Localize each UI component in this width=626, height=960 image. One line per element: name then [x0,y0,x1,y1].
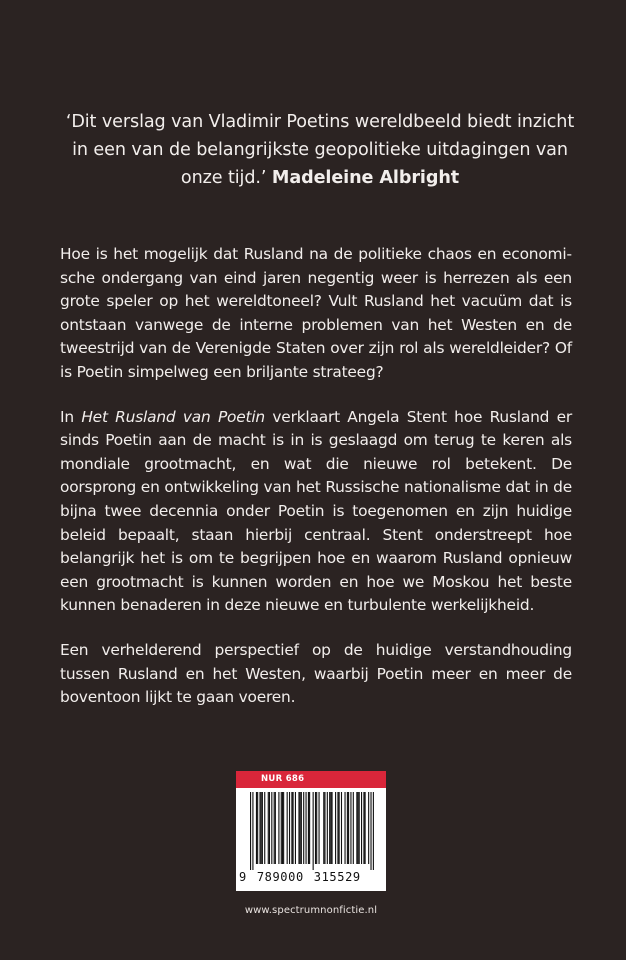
barcode-bar [264,792,265,864]
barcode-bar [323,792,324,864]
blurb-paragraph-2 [60,406,572,618]
blurb-paragraph-3: Een verhelderend perspectief op de huidige verstandhouding tussen Rusland en het Westen, waarbij Poetin meer en meer de boventoon lijkt te gaan voeren. [60,640,572,707]
barcode-bar [283,792,284,864]
barcode-bar [261,792,262,864]
barcode-bar [339,792,340,864]
barcode-bar [303,792,304,864]
isbn-right-group: 315529 [313,870,361,884]
barcode-bar [298,792,299,864]
barcode-bar [287,792,288,864]
barcode-bar [315,792,316,864]
barcode-bar [344,792,345,864]
barcode-bar [356,792,357,864]
barcode-bar [324,792,325,864]
quote-text: ‘Dit verslag van Vladimir Poetins wereldbeeld biedt inzicht in een van de belangrijkste geopolitieke uitdagingen van onze tijd.’ [65,112,575,188]
barcode-bar [256,792,257,864]
barcode-bar [357,792,358,864]
barcode-bar [257,792,258,864]
barcode-bar [275,792,276,864]
barcode-bar [274,792,275,864]
barcode-bars [250,792,374,870]
barcode-bar [365,792,366,864]
barcode-bar [282,792,283,864]
barcode-bar [368,792,369,864]
barcode-bar [350,792,351,864]
barcode-bar [316,792,317,864]
barcode-bar [353,792,354,864]
barcode-bar [319,792,320,864]
barcode-bar [327,792,328,864]
barcode-bar [313,792,314,870]
book-title: Het Rusland van Poetin [81,407,265,426]
barcode-bar [269,792,270,864]
barcode-bar [271,792,272,864]
barcode-bar [281,792,282,864]
barcode-bar [329,792,330,864]
barcode-bar [335,792,336,864]
barcode-bar [262,792,263,864]
barcode-bar [347,792,348,864]
barcode-bar [278,792,279,864]
paragraph-2-lead: In [60,407,74,426]
barcode-bar [359,792,360,864]
barcode-bar [293,792,294,864]
barcode-bar [250,792,251,870]
publisher-website: www.spectrumnonfictie.nl [244,905,378,916]
isbn-first-digit: 9 [239,870,247,884]
barcode-bar [361,792,362,864]
isbn-number [239,870,383,884]
isbn-left-group: 789000 [256,870,304,884]
quote-author: Madeleine Albright [271,168,460,188]
barcode-bar [309,792,310,864]
barcode-bar [348,792,349,864]
barcode-bar [308,792,309,864]
barcode-bar [370,792,371,870]
barcode-bar [295,792,296,864]
barcode-label [236,771,386,891]
barcode-bar [363,792,364,864]
blurb [60,243,572,710]
barcode-bar [337,792,338,864]
barcode-bar [301,792,302,864]
nur-code: NUR 686 [236,771,386,788]
back-cover-quote [60,108,580,192]
blurb-paragraph-1: Hoe is het mogelijk dat Rusland na de politieke chaos en economische ondergang van eind jaren negentig weer is herrezen als een grote speler op het wereldtoneel? Vult Rusland het vacuüm dat is ontstaan vanwege de interne problemen van het Westen en de tweestrijd van de Verenigde Staten over zijn rol als wereldleider? Of is Poetin simpelweg een briljante strateeg? [60,245,572,381]
barcode-bar [252,792,253,870]
barcode-bar [291,792,292,864]
barcode-bar [300,792,301,864]
barcode-bar [289,792,290,864]
barcode-bar [306,792,307,864]
barcode-bar [341,792,342,864]
barcode-bar [331,792,332,864]
barcode-bar [268,792,269,864]
barcode-bar [373,792,374,870]
paragraph-2-body: verklaart Angela Stent hoe Rusland er sinds Poetin aan de macht is in is geslaagd om terug te keren als mondiale grootmacht, en wat die nieuwe rol betekent. De oorsprong en ontwikkeling van het Russische nationalisme dat in de bijna twee decennia onder Poetin is toegenomen en zijn huidige beleid bepaalt, staan hierbij centraal. Stent onderstreept hoe belangrijk het is om te begrijpen hoe en waarom Rusland opnieuw een grootmacht is kunnen worden en hoe we Moskou het beste kunnen benaderen in deze nieuwe en turbulente werkelijkheid. [60,407,572,615]
barcode-bar [330,792,331,864]
barcode-bar [259,792,260,864]
